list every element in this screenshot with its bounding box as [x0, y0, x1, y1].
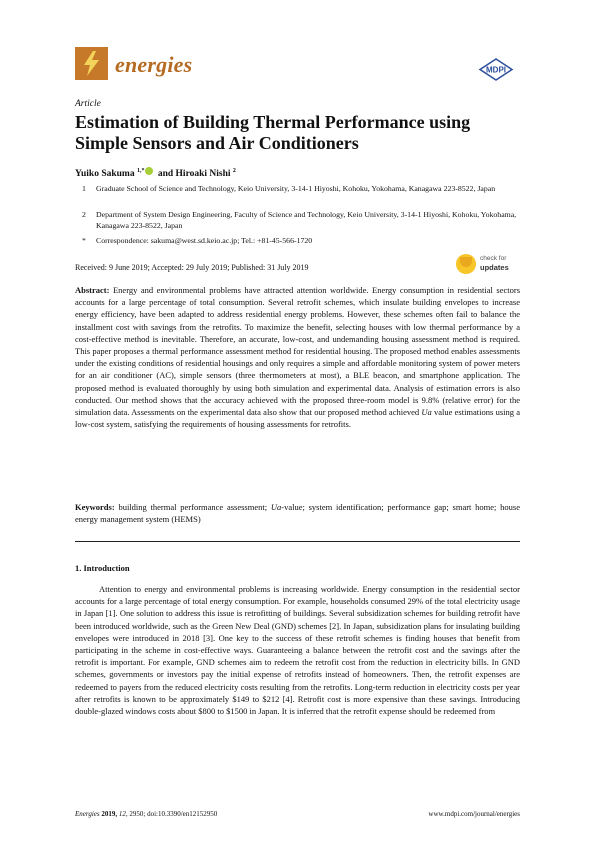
affiliation-text: Department of System Design Engineering, Faculty of Science and Technology, Keio University, 3-14-1 Hiyoshi, Kohoku, Yokohama, Kanagawa 223-8522, Japan [96, 210, 517, 230]
check-updates-label-bold: updates [480, 263, 509, 272]
article-title: Estimation of Building Thermal Performance using Simple Sensors and Air Conditioners [75, 112, 471, 153]
abstract-label: Abstract: [75, 285, 110, 295]
affiliation-mark: * [82, 236, 86, 245]
check-updates-label: check for [480, 255, 507, 262]
abstract-text: Energy and environmental problems have attracted attention worldwide. Energy consumption in residential sectors accounts for a large percentage of total consumption. Several retrofit schemes, which insulate building envelopes to increase energy efficiency, have been adapted to address residential energy problems. However, these schemes often fail to balance the installment cost with savings from the retrofits. To maximize the benefit, selecting houses with low thermal performance by a cost-effective method is inevitable. Therefore, an accurate, low-cost, and undemanding housing assessment method is required. This paper proposes a thermal performance assessment method for residential housing. The proposed method enables assessments under the existing conditions of residential housings and only requires a simple and affordable monitoring system of power meters for an air conditioner (AC), simple sensors (three thermometers at most), a BLE beacon, and smartphone application. The proposed method is evaluated thoroughly by using both simulation and experimental data. Analysis of estimation errors is also conducted. Our method shows that the accuracy achieved with the proposed three-room model is 9.8% (relative error) for the simulation data. Assessments on the experimental data also show that our proposed method achieved [75, 285, 520, 418]
publisher-name: MDPI [486, 65, 506, 75]
publication-dates: Received: 9 June 2019; Accepted: 29 July 2019; Published: 31 July 2019 [75, 263, 309, 272]
section-divider [75, 541, 520, 542]
journal-name[interactable]: energies [115, 52, 193, 77]
abstract [75, 284, 520, 430]
affiliation-text: Graduate School of Science and Technology, Keio University, 3-14-1 Hiyoshi, Kohoku, Yokohama, Kanagawa 223-8522, Japan [96, 184, 496, 193]
section-heading: 1. Introduction [75, 563, 130, 573]
footer-citation [75, 810, 217, 818]
footer-journal: Energies [75, 810, 100, 818]
journal-logo [75, 47, 108, 80]
introduction-text: Attention to energy and environmental problems is increasing worldwide. Energy consumption in the residential sector accounts for a large percentage of total energy consumption. For example, households consumed 29% of the total electricity usage in Japan [1]. One solution to address this issue is retrofitting of buildings. Several subsidization schemes for building retrofit have been introduced worldwide, such as the Green New Deal (GND) schemes [2]. In Japan, subsidization plans for insulating building envelopes were introduced in 2018 [3]. One key to the success of these retrofit schemes is finding houses that benefit from participating in the scheme in cost-effective ways. Guaranteeing a balance between the retrofit cost and the savings after the retrofit is important. For example, GND schemes aim to redeem the retrofit cost from the reduction in electricity bills. In GND schemes, governments or investors pay the initial expense of retrofits instead of homeowners. Then, the retrofit expenses are redeemed to payers from the reduced electricity costs resulting from the retrofits. Long-term reduction in electricity costs per year after retrofits is known to be approximately $149 to $212 [4]. Retrofit cost is more expensive than these savings. Introducing double-glazed windows costs about $800 to $1500 in Japan. It is inferred that the retrofit expense should be redeemed from [75, 584, 520, 717]
lightning-bolt-icon [75, 47, 108, 80]
mdpi-logo[interactable] [478, 58, 514, 81]
author-name[interactable]: Yuiko Sakuma [75, 169, 135, 179]
keywords-text: building thermal performance assessment; [118, 502, 268, 512]
keywords-ua-term: Ua [270, 502, 282, 512]
footer-url[interactable]: www.mdpi.com/journal/energies [428, 810, 520, 818]
article-type: Article [75, 99, 101, 109]
author-name[interactable]: Hiroaki Nishi [175, 169, 231, 179]
affiliation-mark: 2 [82, 210, 86, 219]
author-affiliation-marks: 1,* [136, 167, 145, 174]
orcid-icon[interactable] [145, 167, 153, 175]
keywords-label: Keywords: [75, 502, 115, 512]
check-for-updates-badge[interactable] [456, 253, 520, 275]
footer-volume: 12, [118, 810, 128, 818]
footer-year: 2019, [101, 810, 118, 818]
abstract-ua-term: Ua [421, 407, 432, 418]
author-affiliation-marks: 2 [232, 167, 236, 174]
abstract-text-end: value estimations using a low-cost system, satisfying the requirements of housing assessments for retrofits. [75, 407, 520, 430]
author-connector: and [157, 169, 174, 179]
keywords [75, 501, 520, 525]
check-updates-icon [456, 254, 476, 274]
footer-doi[interactable]: 2950; doi:10.3390/en12152950 [129, 810, 218, 818]
author-list [75, 167, 236, 179]
affiliation-mark: 1 [82, 184, 86, 193]
introduction-paragraph [75, 583, 520, 717]
keywords-text-end: -value; system identification; performance gap; smart home; house energy management system (HEMS) [75, 502, 521, 525]
correspondence-text[interactable]: Correspondence: sakuma@west.sd.keio.ac.jp; Tel.: +81-45-566-1720 [96, 236, 313, 245]
